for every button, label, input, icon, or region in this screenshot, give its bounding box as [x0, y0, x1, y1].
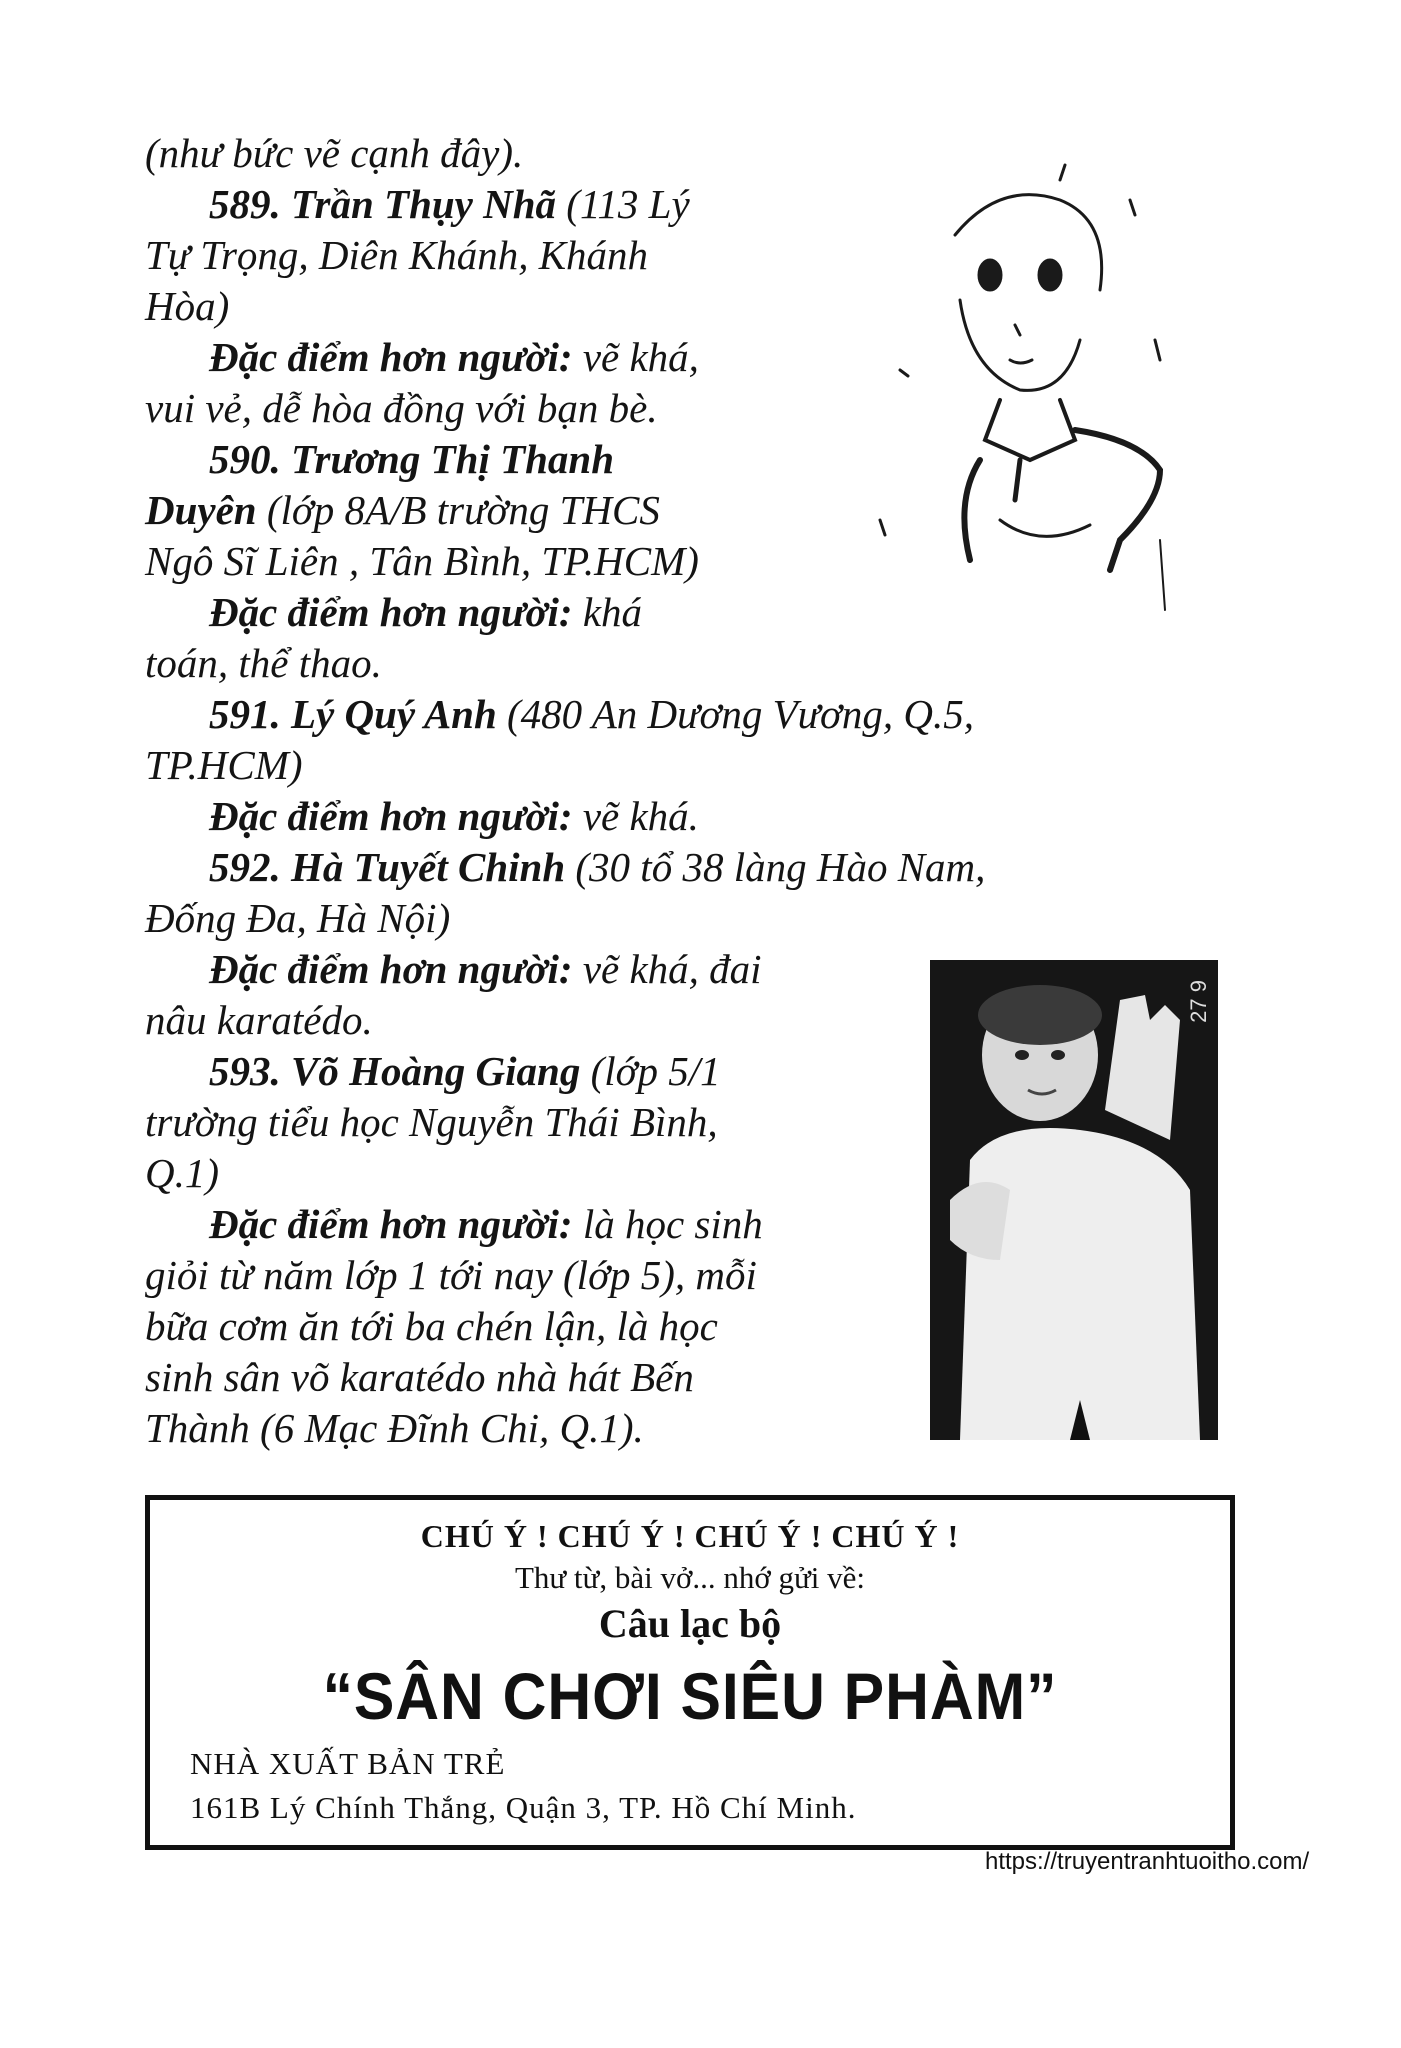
entry-592-address: (30 tổ 38 làng Hào Nam,: [575, 844, 986, 890]
entry-589-address-line-3: Hòa): [145, 283, 230, 329]
entry-589-trait: vẽ khá,: [582, 334, 699, 380]
entry-592-address-line-2: Đống Đa, Hà Nội): [145, 895, 451, 941]
entry-590-address-line-2: Ngô Sĩ Liên , Tân Bình, TP.HCM): [145, 538, 699, 584]
entry-592-line-1: [145, 842, 1235, 893]
entry-590-name-part2: Duyên: [145, 487, 257, 533]
entry-591-trait: vẽ khá.: [582, 793, 699, 839]
entry-591-trait-line: [145, 791, 1235, 842]
entry-591-address: (480 An Dương Vương, Q.5,: [507, 691, 974, 737]
entry-592-label: Đặc điểm hơn người:: [209, 946, 573, 992]
entry-591-name: 591. Lý Quý Anh: [209, 691, 497, 737]
entry-589-address: (113 Lý: [566, 181, 690, 227]
entry-593-trait-line-4: sinh sân võ karatédo nhà hát Bến: [145, 1354, 694, 1400]
entry-592-trait-line-2: nâu karatédo.: [145, 997, 373, 1043]
entry-593-address-line-3: Q.1): [145, 1150, 220, 1196]
entry-590-label: Đặc điểm hơn người:: [209, 589, 573, 635]
entry-593-trait: là học sinh: [582, 1201, 763, 1247]
entry-593-trait-line-3: bữa cơm ăn tới ba chén lận, là học: [145, 1303, 718, 1349]
girl-sketch-drawing: [860, 140, 1200, 620]
entry-592-trait: vẽ khá, đai: [582, 946, 762, 992]
notice-attention: CHÚ Ý ! CHÚ Ý ! CHÚ Ý ! CHÚ Ý !: [420, 1518, 960, 1554]
notice-club: Câu lạc bộ: [598, 1601, 782, 1646]
notice-send-to: Thư từ, bài vở... nhớ gửi về:: [514, 1560, 866, 1595]
entry-589-label: Đặc điểm hơn người:: [209, 334, 573, 380]
boy-photo: [930, 960, 1218, 1440]
entry-589-name: 589. Trần Thụy Nhã: [209, 181, 557, 227]
entry-590-name-part1: 590. Trương Thị Thanh: [209, 436, 615, 482]
entry-589-trait-line-2: vui vẻ, dễ hòa đồng với bạn bè.: [145, 385, 658, 431]
entry-593-address-line-2: trường tiểu học Nguyễn Thái Bình,: [145, 1099, 718, 1145]
notice-publisher: NHÀ XUẤT BẢN TRẺ: [190, 1746, 506, 1781]
entry-590-trait: khá: [582, 589, 643, 635]
notice-box: [145, 1495, 1235, 1850]
intro-line: (như bức vẽ cạnh đây).: [145, 130, 524, 176]
entry-593-trait-line-5: Thành (6 Mạc Đĩnh Chi, Q.1).: [145, 1405, 644, 1451]
entry-593-label: Đặc điểm hơn người:: [209, 1201, 573, 1247]
photo-date-stamp: 27 9: [1186, 980, 1211, 1023]
entry-593-trait-line-2: giỏi từ năm lớp 1 tới nay (lớp 5), mỗi: [145, 1252, 757, 1298]
watermark-url[interactable]: https://truyentranhtuoitho.com/: [985, 1848, 1310, 1875]
notice-address: 161B Lý Chính Thắng, Quận 3, TP. Hồ Chí Minh.: [190, 1790, 857, 1825]
entry-590-trait-line-2: toán, thể thao.: [145, 640, 382, 686]
notice-title: “SÂN CHƠI SIÊU PHÀM”: [322, 1659, 1058, 1733]
entry-591-line-1: [145, 689, 1235, 740]
entry-593-address: (lớp 5/1: [590, 1048, 721, 1094]
entry-593-name: 593. Võ Hoàng Giang: [209, 1048, 581, 1094]
entry-590-address: (lớp 8A/B trường THCS: [266, 487, 660, 533]
entry-589-address-line-2: Tự Trọng, Diên Khánh, Khánh: [145, 232, 649, 278]
entry-591-label: Đặc điểm hơn người:: [209, 793, 573, 839]
entry-591-address-line-2: TP.HCM): [145, 742, 303, 788]
entry-592-name: 592. Hà Tuyết Chinh: [209, 844, 566, 890]
